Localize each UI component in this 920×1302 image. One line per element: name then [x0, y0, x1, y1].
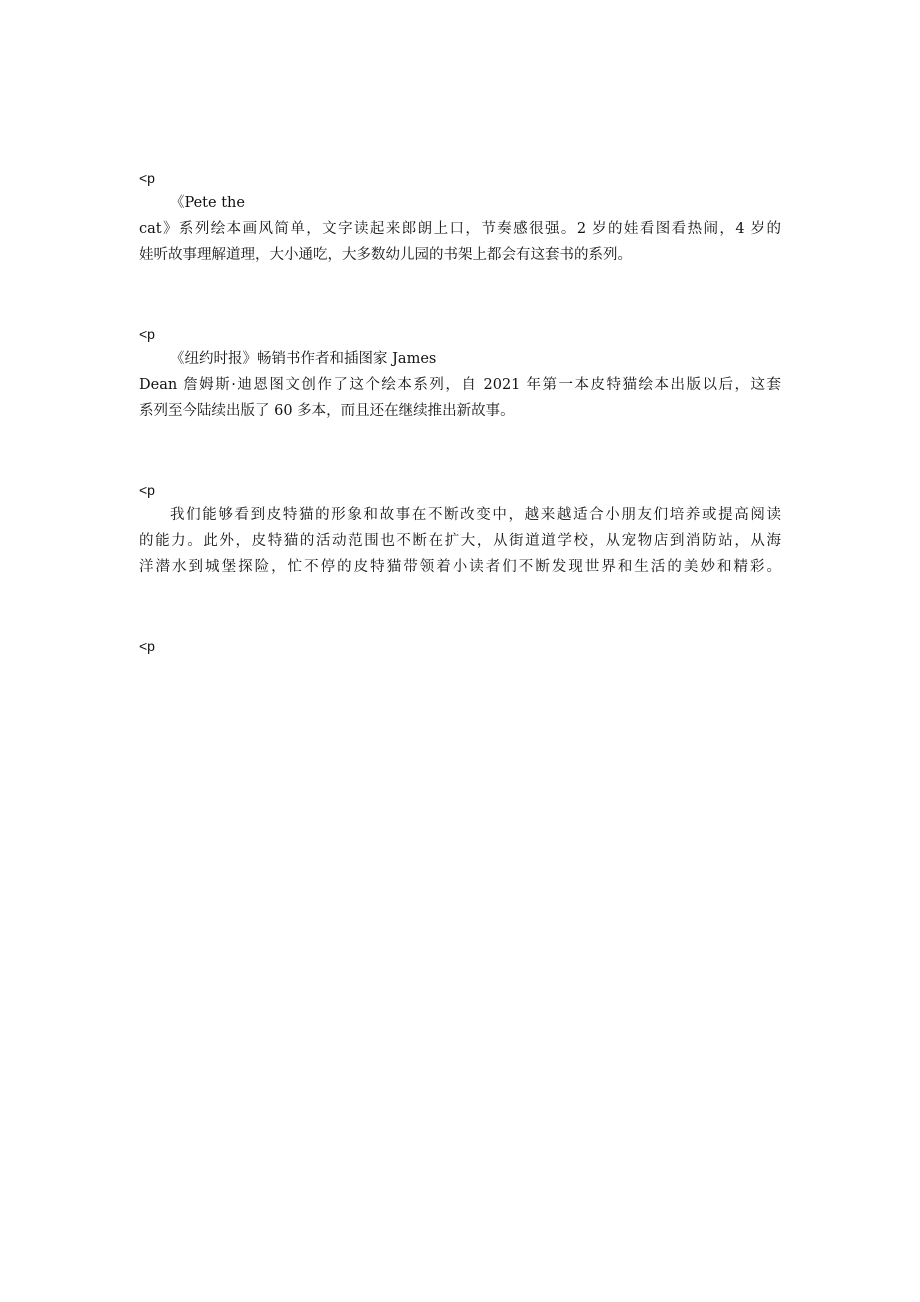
paragraph-3-line-1: 我们能够看到皮特猫的形象和故事在不断改变中，越来越适合小朋友们培养或提高阅读 — [170, 507, 781, 523]
paragraph-3-line-2: 的能力。此外，皮特猫的活动范围也不断在扩大，从街道道学校，从宠物店到消防站，从海 — [139, 533, 781, 549]
paragraph-1-line-1: 《Pete the — [170, 195, 245, 211]
paragraph-1-line-2: cat》系列绘本画风简单，文字读起来郎朗上口，节奏感很强。2 岁的娃看图看热闹，4 岁的 — [139, 221, 781, 237]
paragraph-1-line-3: 娃听故事理解道理，大小通吃，大多数幼儿园的书架上都会有这套书的系列。 — [139, 247, 632, 263]
tag-marker: <p — [139, 170, 155, 186]
tag-marker: <p — [139, 326, 155, 342]
paragraph-2-line-1: 《纽约时报》畅销书作者和插图家 James — [170, 351, 437, 367]
paragraph-2-line-2: Dean 詹姆斯·迪恩图文创作了这个绘本系列，自 2021 年第一本皮特猫绘本出版以后，这套 — [139, 377, 781, 393]
paragraph-2-line-3: 系列至今陆续出版了 60 多本，而且还在继续推出新故事。 — [139, 403, 515, 419]
paragraph-3-line-3: 洋潜水到城堡探险，忙不停的皮特猫带领着小读者们不断发现世界和生活的美妙和精彩。 — [139, 559, 781, 575]
tag-marker: <p — [139, 482, 155, 498]
tag-marker: <p — [139, 638, 155, 654]
